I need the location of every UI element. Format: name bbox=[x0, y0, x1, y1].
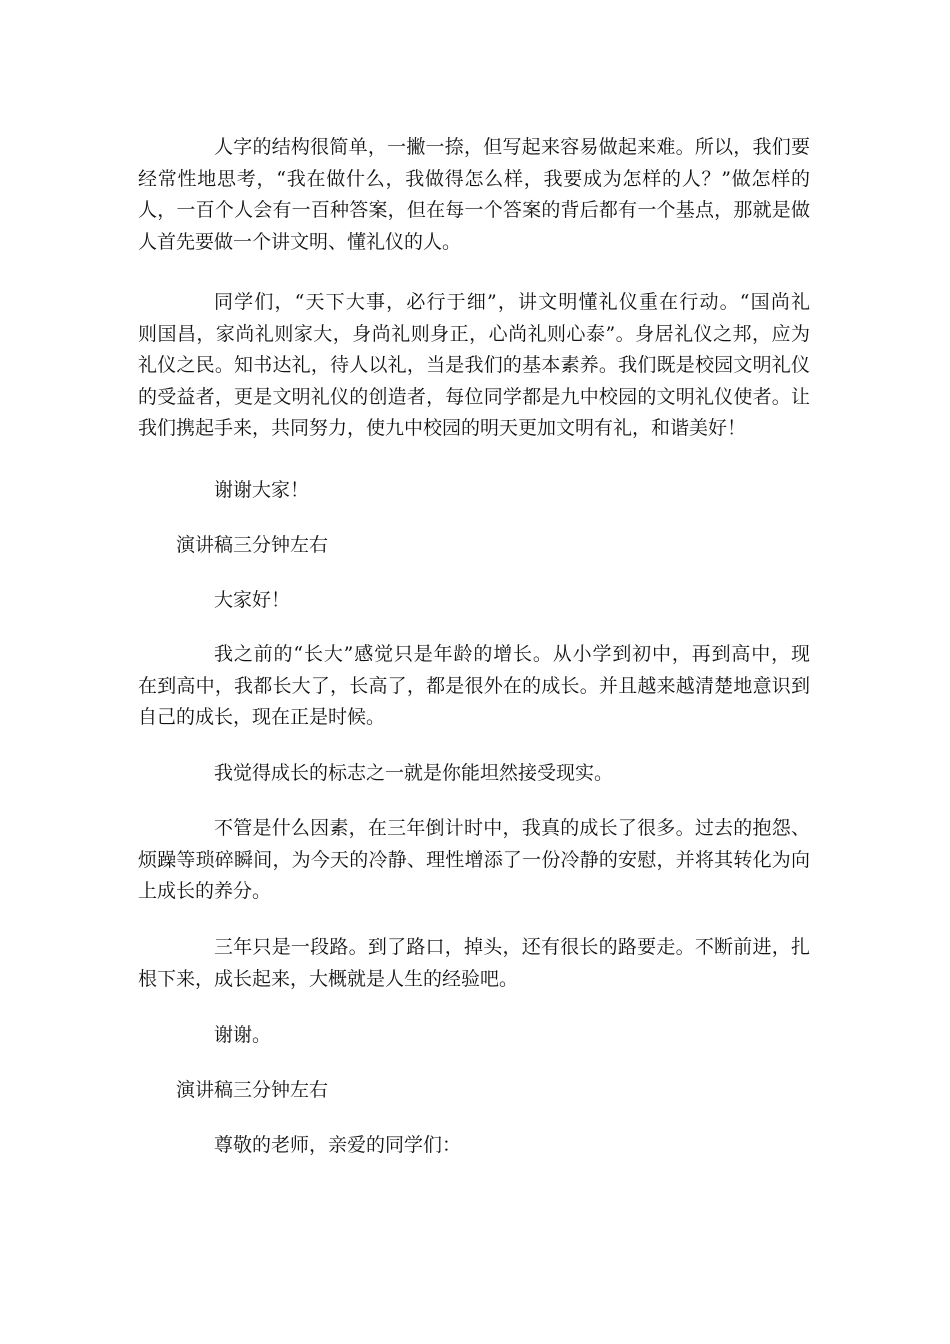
paragraph-classmates-etiquette bbox=[138, 287, 810, 445]
paragraph-line: 自己的成长，现在正是时候。 bbox=[138, 706, 386, 728]
paragraph-line: 的受益者，更是文明礼仪的创造者，每位同学都是九中校园的文明礼仪使者。让 bbox=[138, 385, 810, 408]
paragraph-line: 我之前的“长大”感觉只是年龄的增长。从小学到初中，再到高中，现 bbox=[214, 643, 810, 665]
paragraph-line: 经常性地思考，“我在做什么，我做得怎么样，我要成为怎样的人？”做怎样的 bbox=[138, 167, 810, 190]
paragraph-thanks-everyone bbox=[138, 475, 810, 507]
section-heading-speech bbox=[138, 530, 810, 562]
paragraph-thanks bbox=[138, 1020, 810, 1052]
paragraph-line: 谢谢大家！ bbox=[214, 479, 310, 501]
section-heading-speech-2 bbox=[138, 1075, 810, 1107]
paragraph-greeting bbox=[138, 585, 810, 617]
paragraph-line: 不管是什么因素，在三年倒计时中，我真的成长了很多。过去的抱怨、 bbox=[214, 817, 810, 839]
paragraph-line: 谢谢。 bbox=[214, 1024, 272, 1046]
paragraph-line: 根下来，成长起来，大概就是人生的经验吧。 bbox=[138, 967, 519, 990]
paragraph-line: 人首先要做一个讲文明、懂礼仪的人。 bbox=[138, 230, 462, 253]
paragraph-line: 我觉得成长的标志之一就是你能坦然接受现实。 bbox=[214, 762, 614, 784]
section-heading: 演讲稿三分钟左右 bbox=[176, 1079, 329, 1101]
paragraph-line: 则国昌，家尚礼则家大，身尚礼则身正，心尚礼则心泰”。身居礼仪之邦，应为 bbox=[138, 322, 810, 345]
paragraph-character-structure bbox=[138, 132, 810, 258]
paragraph-line: 人字的结构很简单，一撇一捺，但写起来容易做起来难。所以，我们要 bbox=[214, 136, 810, 158]
paragraph-line: 大家好！ bbox=[214, 589, 291, 611]
paragraph-salutation bbox=[138, 1130, 810, 1162]
paragraph-line: 烦躁等琐碎瞬间，为今天的冷静、理性增添了一份冷静的安慰，并将其转化为向 bbox=[138, 848, 810, 871]
paragraph-road-ahead bbox=[138, 932, 810, 995]
paragraph-line: 礼仪之民。知书达礼，待人以礼，当是我们的基本素养。我们既是校园文明礼仪 bbox=[138, 354, 810, 376]
paragraph-line: 尊敬的老师，亲爱的同学们： bbox=[214, 1134, 462, 1156]
paragraph-line: 三年只是一段路。到了路口，掉头，还有很长的路要走。不断前进，扎 bbox=[214, 936, 810, 958]
paragraph-line: 同学们，“天下大事，必行于细”，讲文明懂礼仪重在行动。“国尚礼 bbox=[214, 291, 810, 313]
paragraph-growing-up bbox=[138, 639, 810, 734]
paragraph-line: 上成长的养分。 bbox=[138, 880, 272, 902]
paragraph-line: 在到高中，我都长大了，长高了，都是很外在的成长。并且越来越清楚地意识到 bbox=[138, 674, 810, 697]
section-heading: 演讲稿三分钟左右 bbox=[176, 534, 329, 556]
paragraph-three-year-countdown bbox=[138, 813, 810, 908]
paragraph-sign-of-growth bbox=[138, 758, 810, 790]
paragraph-line: 我们携起手来，共同努力，使九中校园的明天更加文明有礼，和谐美好！ bbox=[138, 417, 747, 439]
paragraph-line: 人，一百个人会有一百种答案，但在每一个答案的背后都有一个基点，那就是做 bbox=[138, 199, 810, 221]
